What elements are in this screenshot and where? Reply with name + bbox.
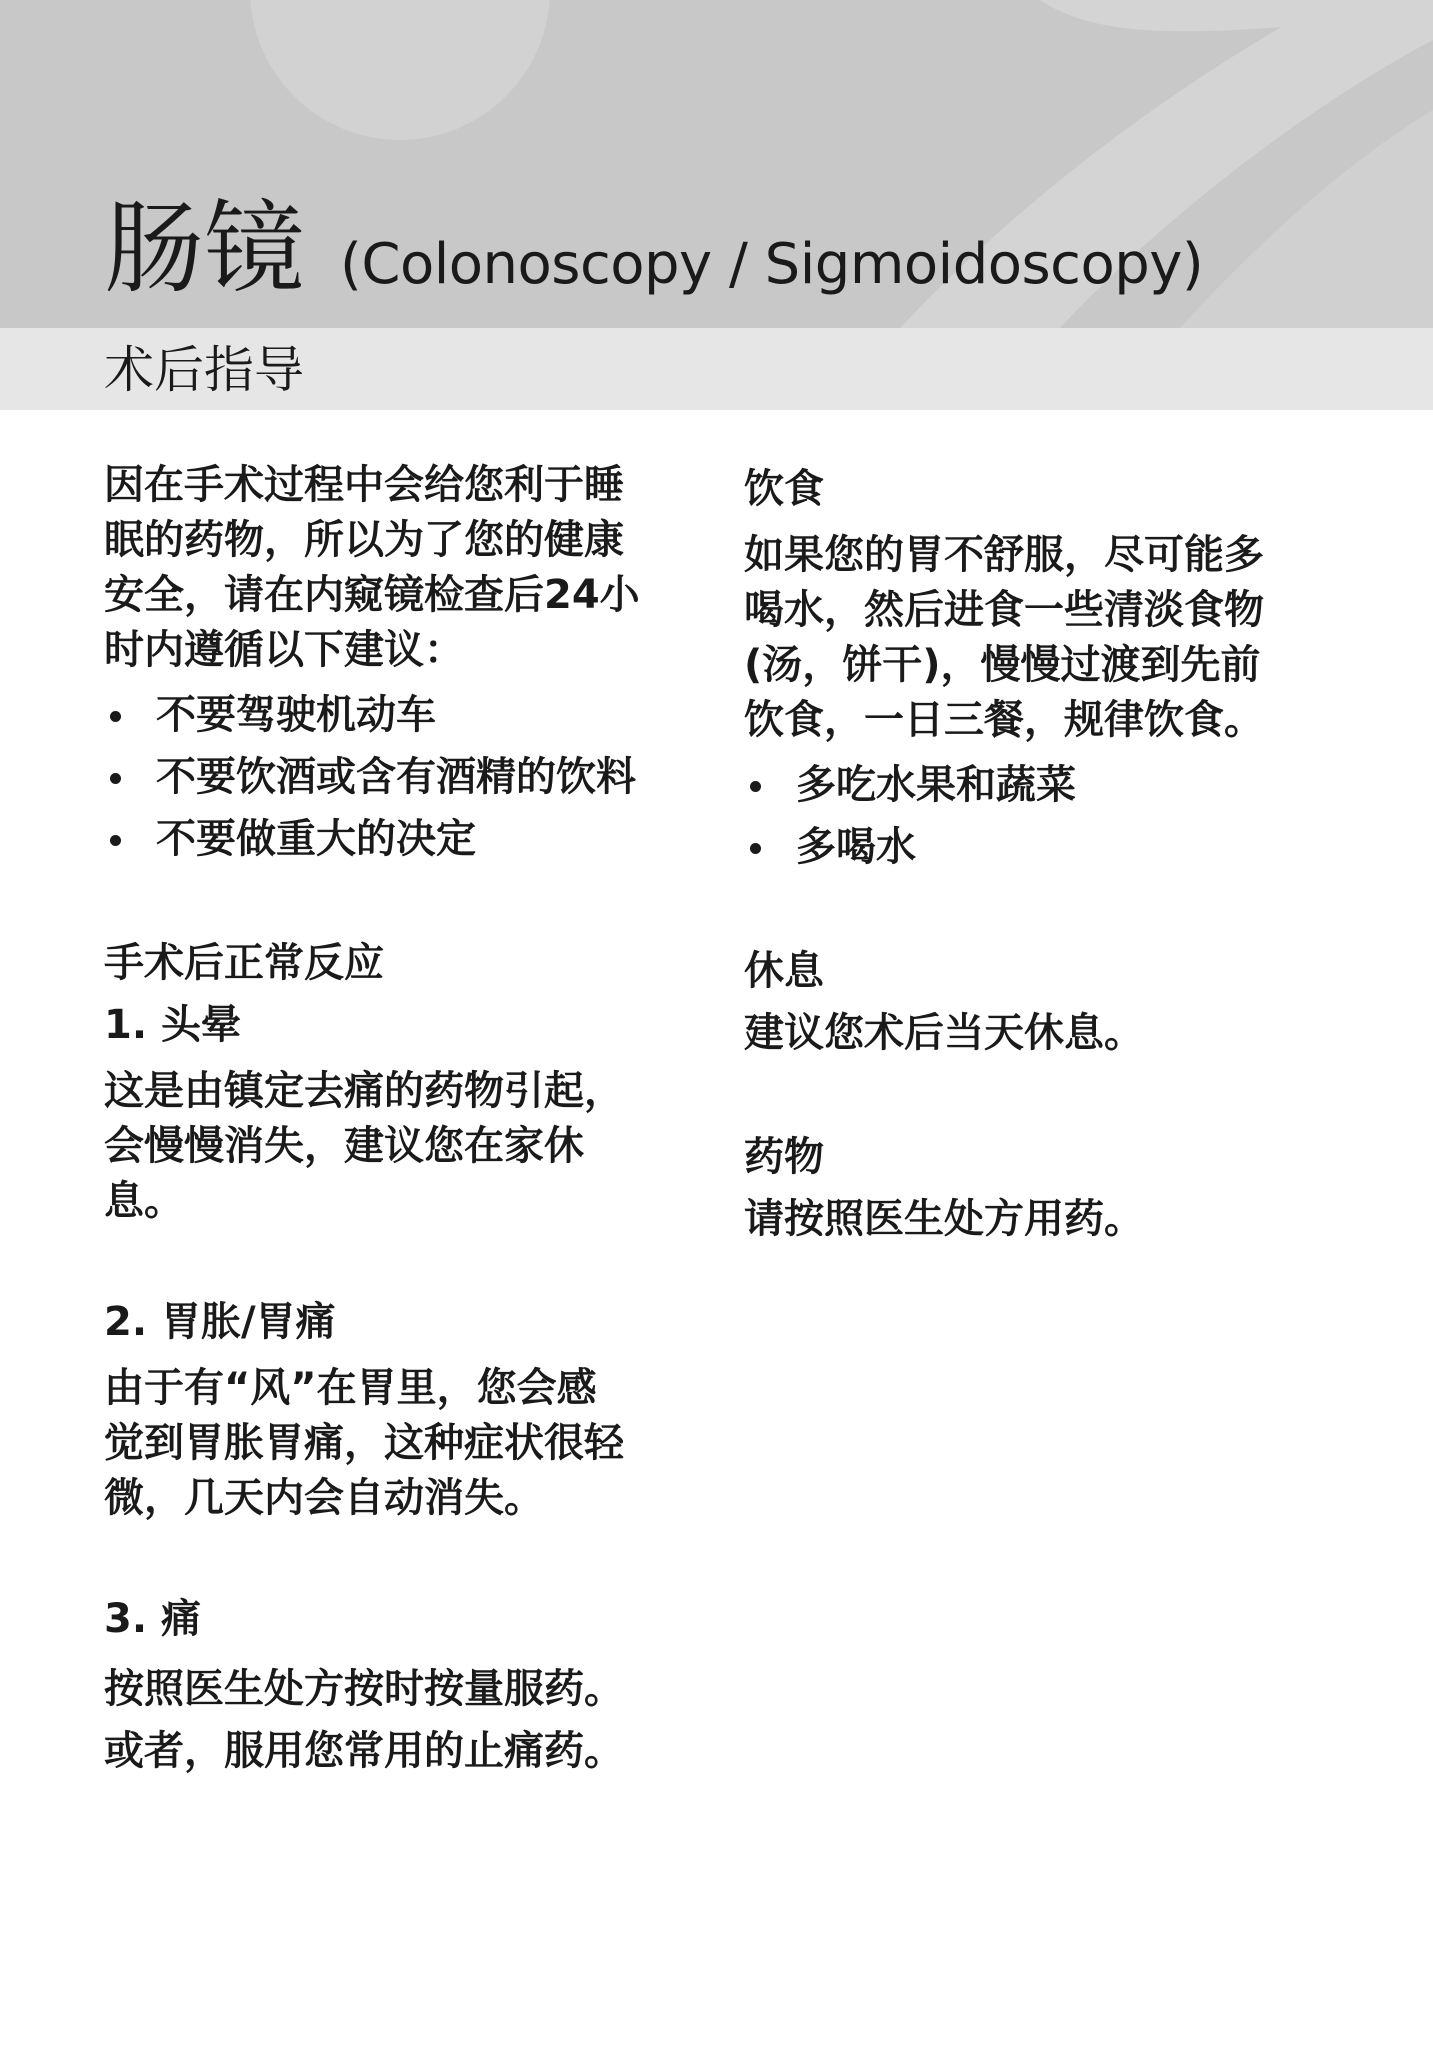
section-heading-rest: 休息 <box>744 948 824 994</box>
reaction-title-pain: 3. 痛 <box>104 1596 201 1642</box>
list-item: 多吃水果和蔬菜 <box>744 754 1334 816</box>
reaction-text: 按照医生处方按时按量服药。 <box>104 1666 624 1712</box>
intro-line: 安全，请在内窥镜检查后24小 <box>104 572 640 618</box>
page-title <box>104 168 1203 312</box>
reaction-text: 或者，服用您常用的止痛药。 <box>104 1728 624 1774</box>
diet-text: 如果您的胃不舒服，尽可能多 <box>744 532 1264 578</box>
reaction-text: 由于有“风”在胃里，您会感 <box>104 1365 597 1411</box>
list-item: 不要驾驶机动车 <box>104 684 694 746</box>
rest-text: 建议您术后当天休息。 <box>744 1010 1144 1056</box>
advice-list <box>104 684 694 870</box>
bullet-icon <box>750 781 761 792</box>
list-item: 多喝水 <box>744 816 1334 878</box>
reaction-text: 觉到胃胀胃痛，这种症状很轻 <box>104 1420 624 1466</box>
section-heading-medication: 药物 <box>744 1134 824 1180</box>
intro-line: 眠的药物，所以为了您的健康 <box>104 517 624 563</box>
title-chinese: 肠镜 <box>104 190 304 307</box>
list-item: 不要饮酒或含有酒精的饮料 <box>104 746 694 808</box>
diet-list <box>744 754 1334 878</box>
reaction-title-bloating: 2. 胃胀/胃痛 <box>104 1299 336 1345</box>
diet-text: (汤，饼干)，慢慢过渡到先前 <box>744 642 1261 688</box>
medication-text: 请按照医生处方用药。 <box>744 1196 1144 1242</box>
reaction-text: 微，几天内会自动消失。 <box>104 1475 544 1521</box>
page-subtitle: 术后指导 <box>104 341 304 399</box>
intro-line: 时内遵循以下建议： <box>104 627 464 673</box>
reaction-text: 息。 <box>104 1178 184 1224</box>
list-item: 不要做重大的决定 <box>104 808 694 870</box>
section-heading-normal-reactions: 手术后正常反应 <box>104 940 384 986</box>
bullet-icon <box>110 773 121 784</box>
bullet-icon <box>110 835 121 846</box>
diet-text: 饮食，一日三餐，规律饮食。 <box>744 697 1264 743</box>
reaction-text: 会慢慢消失，建议您在家休 <box>104 1123 584 1169</box>
diet-text: 喝水，然后进食一些清淡食物 <box>744 587 1264 633</box>
intro-line: 因在手术过程中会给您利于睡 <box>104 462 624 508</box>
reaction-title-dizziness: 1. 头晕 <box>104 1002 241 1048</box>
right-column <box>744 458 1334 1250</box>
section-heading-diet: 饮食 <box>744 466 824 512</box>
title-english: (Colonoscopy / Sigmoidoscopy) <box>340 232 1204 297</box>
reaction-text: 这是由镇定去痛的药物引起， <box>104 1068 624 1114</box>
bullet-icon <box>750 843 761 854</box>
left-column <box>104 458 694 1782</box>
bullet-icon <box>110 711 121 722</box>
header-banner <box>0 0 1433 328</box>
